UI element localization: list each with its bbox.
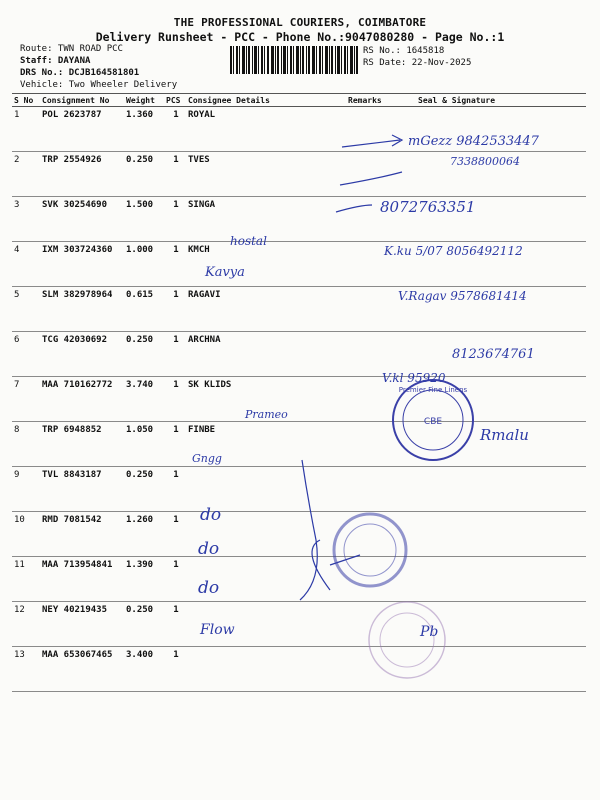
hw-row10: do	[200, 505, 222, 525]
row-weight: 0.615	[124, 287, 164, 332]
row-signature	[376, 107, 586, 152]
staff-label: Staff: DAYANA	[20, 56, 91, 66]
row-pcs: 1	[164, 332, 186, 377]
stamp-center-text: CBE	[423, 417, 443, 427]
row-consignee: SINGA	[186, 197, 346, 242]
row-sno: 13	[12, 647, 40, 692]
row-signature	[376, 332, 586, 377]
row-signature	[376, 287, 586, 332]
row-signature	[376, 152, 586, 197]
row-consignment: TVL 8843187	[40, 467, 124, 512]
row-signature	[376, 602, 586, 647]
row-sno: 8	[12, 422, 40, 467]
row-signature	[376, 557, 586, 602]
hw-row6: 8123674761	[452, 347, 535, 362]
row-sno: 2	[12, 152, 40, 197]
table-row	[12, 152, 586, 197]
row-pcs: 1	[164, 287, 186, 332]
hw-row13a: Flow	[200, 622, 235, 638]
row-sno: 9	[12, 467, 40, 512]
runsheet-table	[12, 93, 586, 692]
row-consignee: TVES	[186, 152, 346, 197]
row-consignment: SLM 382978964	[40, 287, 124, 332]
col-weight: Weight	[124, 94, 164, 107]
rs-number: RS No.: 1645818	[363, 46, 445, 56]
row-remarks	[346, 377, 376, 422]
row-remarks	[346, 422, 376, 467]
row-weight: 1.050	[124, 422, 164, 467]
row-remarks	[346, 152, 376, 197]
table-row	[12, 512, 586, 557]
row-pcs: 1	[164, 647, 186, 692]
row-sno: 4	[12, 242, 40, 287]
table-row	[12, 287, 586, 332]
row-pcs: 1	[164, 107, 186, 152]
row-consignment: NEY 40219435	[40, 602, 124, 647]
row-sno: 10	[12, 512, 40, 557]
hw-row2a: 7338800064	[450, 155, 520, 168]
col-consignee: Consignee Details	[186, 94, 346, 107]
row-remarks	[346, 197, 376, 242]
row-consignee: ROYAL	[186, 107, 346, 152]
row-pcs: 1	[164, 197, 186, 242]
row-sno: 6	[12, 332, 40, 377]
row-weight: 1.500	[124, 197, 164, 242]
row-weight: 0.250	[124, 152, 164, 197]
row-remarks	[346, 467, 376, 512]
row-pcs: 1	[164, 152, 186, 197]
row-remarks	[346, 602, 376, 647]
row-weight: 1.000	[124, 242, 164, 287]
col-remarks: Remarks	[348, 95, 382, 105]
row-remarks	[346, 332, 376, 377]
table-row	[12, 647, 586, 692]
row-consignment: SVK 30254690	[40, 197, 124, 242]
row-sno: 5	[12, 287, 40, 332]
row-consignee: ARCHNA	[186, 332, 346, 377]
table-row	[12, 107, 586, 152]
row-pcs: 1	[164, 512, 186, 557]
row-weight: 1.390	[124, 557, 164, 602]
hw-row8b: Rmalu	[480, 426, 529, 444]
hw-row7: V.kl 95920	[382, 371, 446, 385]
table-row	[12, 197, 586, 242]
hw-row4c: Kavya	[205, 265, 245, 280]
row-consignment: IXM 303724360	[40, 242, 124, 287]
row-consignment: MAA 713954841	[40, 557, 124, 602]
row-consignment: MAA 710162772	[40, 377, 124, 422]
hw-row9: Gngg	[192, 452, 222, 465]
row-sno: 12	[12, 602, 40, 647]
row-weight: 0.250	[124, 332, 164, 377]
row-pcs: 1	[164, 242, 186, 287]
row-signature	[376, 377, 586, 422]
row-sno: 7	[12, 377, 40, 422]
drs-number: DRS No.: DCJB164581801	[20, 68, 140, 78]
vehicle-label: Vehicle: Two Wheeler Delivery	[20, 80, 178, 90]
row-consignment: MAA 653067465	[40, 647, 124, 692]
route-label: Route: TWN ROAD PCC	[20, 44, 123, 54]
row-consignee	[186, 647, 346, 692]
hw-row5: V.Ragav 9578681414	[398, 289, 527, 303]
row-remarks	[346, 647, 376, 692]
hw-row8a: Prameo	[245, 408, 288, 421]
col-consignment: Consignment No	[40, 94, 124, 107]
row-remarks	[346, 287, 376, 332]
hw-row3: 8072763351	[380, 198, 476, 216]
row-consignment: TCG 42030692	[40, 332, 124, 377]
row-remarks	[346, 557, 376, 602]
row-consignment: POL 2623787	[40, 107, 124, 152]
row-consignee: FINBE	[186, 422, 346, 467]
table-row	[12, 332, 586, 377]
row-remarks	[346, 242, 376, 287]
row-consignment: RMD 7081542	[40, 512, 124, 557]
row-weight: 3.400	[124, 647, 164, 692]
table-row	[12, 602, 586, 647]
row-consignee	[186, 557, 346, 602]
row-signature	[376, 512, 586, 557]
row-signature	[376, 422, 586, 467]
row-weight: 1.360	[124, 107, 164, 152]
row-sno: 1	[12, 107, 40, 152]
row-pcs: 1	[164, 602, 186, 647]
row-consignment: TRP 2554926	[40, 152, 124, 197]
row-sno: 11	[12, 557, 40, 602]
stamp-ring-text: Premier Fine Linens	[398, 386, 468, 394]
row-signature	[376, 242, 586, 287]
hw-row4a: hostal	[230, 234, 267, 248]
row-consignee: KMCH	[186, 242, 346, 287]
row-weight: 0.250	[124, 467, 164, 512]
row-signature	[376, 197, 586, 242]
table-row	[12, 242, 586, 287]
row-consignee: RAGAVI	[186, 287, 346, 332]
row-pcs: 1	[164, 422, 186, 467]
row-consignee	[186, 467, 346, 512]
col-sno: S No	[12, 94, 40, 107]
hw-row1: mGezz 9842533447	[408, 134, 539, 149]
row-pcs: 1	[164, 467, 186, 512]
col-pcs: PCS	[164, 94, 186, 107]
row-weight: 3.740	[124, 377, 164, 422]
row-consignment: TRP 6948852	[40, 422, 124, 467]
row-weight: 1.260	[124, 512, 164, 557]
hw-row12: do	[198, 578, 220, 598]
table-row	[12, 422, 586, 467]
hw-row11: do	[198, 539, 220, 559]
runsheet-title: Delivery Runsheet - PCC - Phone No.:9047080280 - Page No.:1	[95, 30, 505, 44]
row-sno: 3	[12, 197, 40, 242]
row-weight: 0.250	[124, 602, 164, 647]
rs-date: RS Date: 22-Nov-2025	[363, 58, 472, 68]
barcode-icon	[230, 46, 358, 74]
row-signature	[376, 467, 586, 512]
row-remarks	[346, 107, 376, 152]
row-pcs: 1	[164, 377, 186, 422]
hw-row4b: K.ku 5/07 8056492112	[384, 244, 523, 258]
row-consignee	[186, 512, 346, 557]
row-pcs: 1	[164, 557, 186, 602]
row-signature	[376, 647, 586, 692]
company-title: THE PROFESSIONAL COURIERS, COIMBATORE	[173, 16, 427, 29]
row-consignee: SK KLIDS	[186, 377, 346, 422]
hw-row13b: Pb	[420, 624, 439, 640]
table-row	[12, 467, 586, 512]
table-row	[12, 377, 586, 422]
table-row	[12, 557, 586, 602]
table-header-row	[12, 94, 586, 107]
col-seal-signature: Seal & Signature	[376, 94, 586, 107]
row-remarks	[346, 512, 376, 557]
row-consignee	[186, 602, 346, 647]
